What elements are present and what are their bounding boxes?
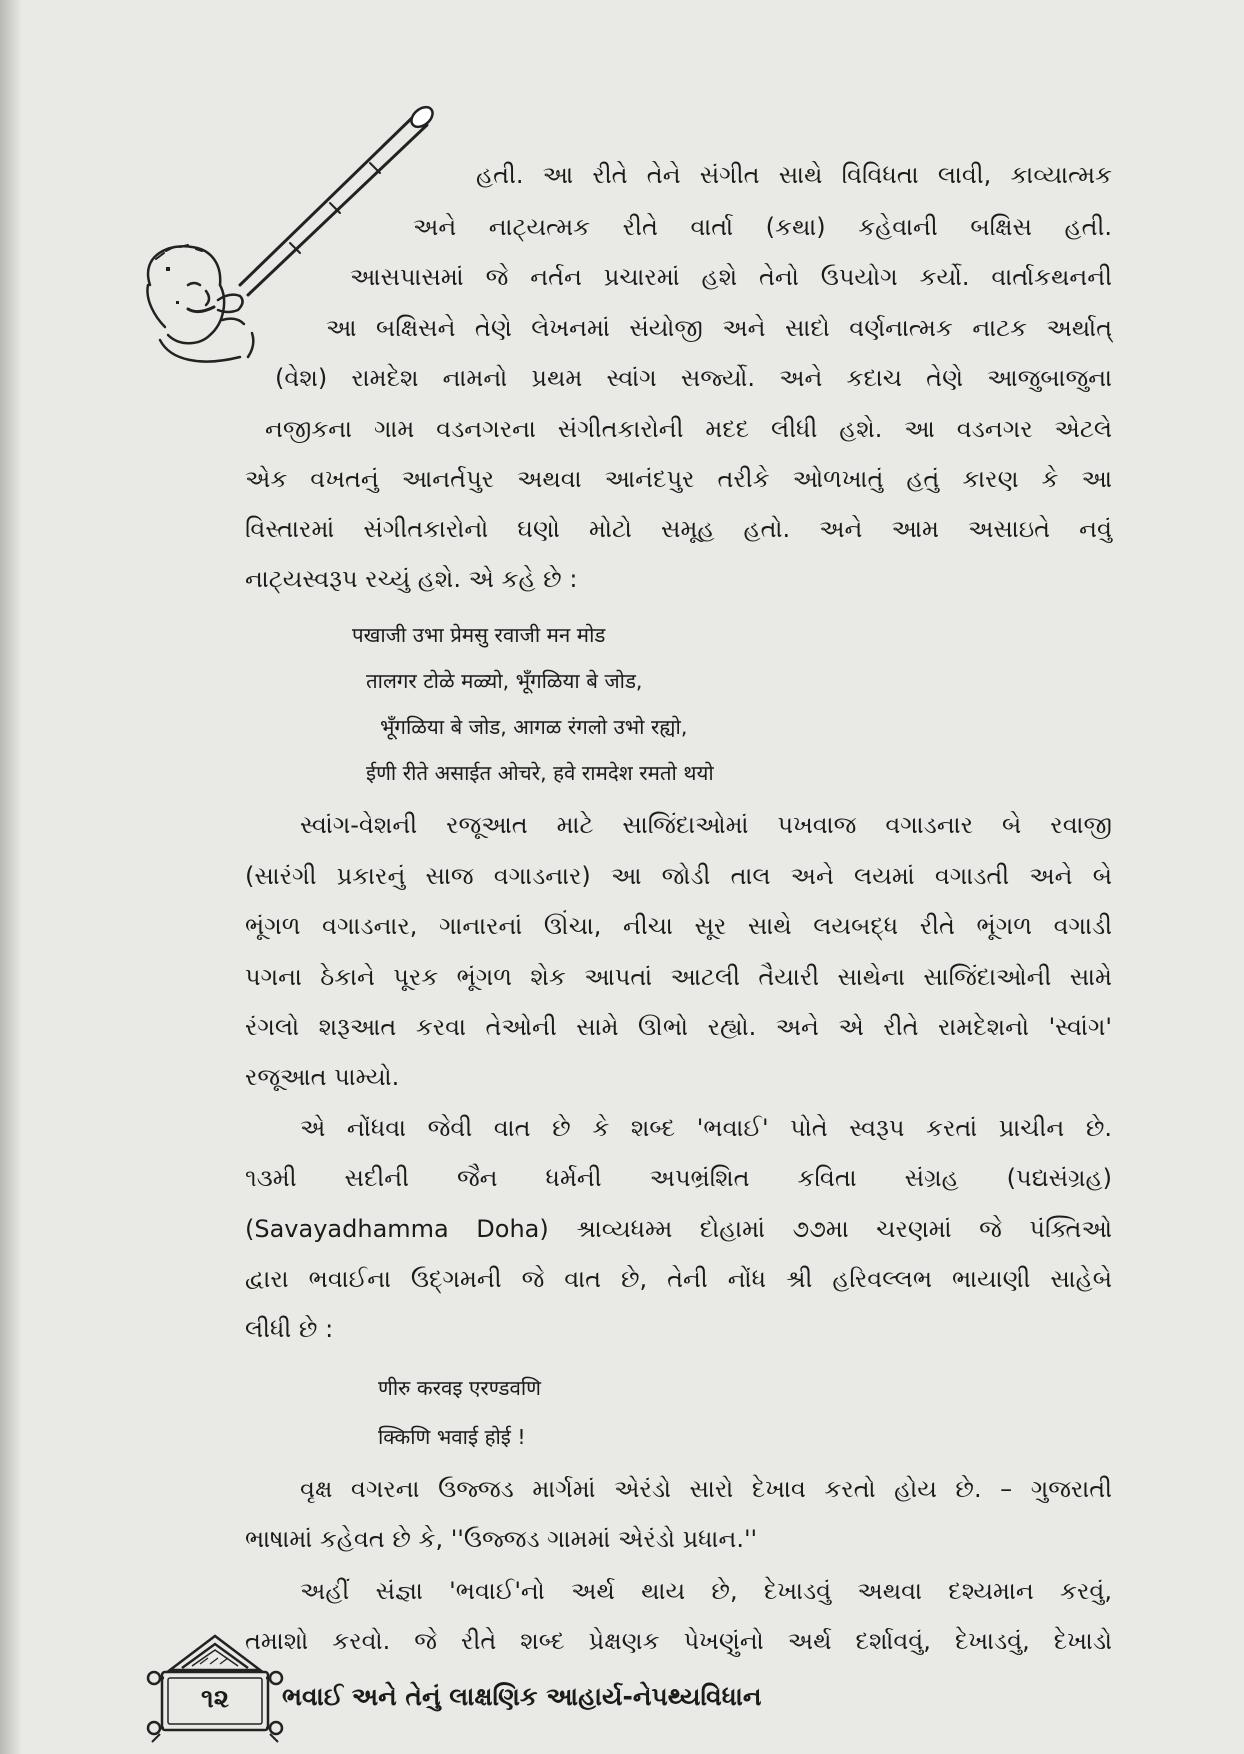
body-line: નાટ્યસ્વરૂપ રચ્યું હશે. એ કહે છે : — [245, 565, 578, 593]
page-number: ૧૨ — [200, 1684, 229, 1714]
body-line: વિસ્તારમાં સંગીતકારોનો ઘણો મોટો સમૂહ હતો. અને આમ અસાઇતે નવું — [245, 515, 1112, 543]
body-line: એક વખતનું આનર્તપુર અથવા આનંદપુર તરીકે ઓળખાતું હતું કારણ કે આ — [245, 465, 1112, 493]
book-title: ભવાઈ અને તેનું લાક્ષણિક આહાર્ય-નેપથ્યવિધાન — [282, 1682, 762, 1711]
body-line: (સારંગી પ્રકારનું સાજ વગાડનાર) આ જોડી તાલ અને લયમાં વગાડતી અને બે — [245, 862, 1112, 890]
verse-line: ईणी रीते असाईत ओचरे, हवे रामदेश रमतो थयो — [366, 761, 714, 785]
body-line: એ નોંધવા જેવી વાત છે કે શબ્દ 'ભવાઈ' પોતે સ્વરૂપ કરતાં પ્રાચીન છે. — [300, 1114, 1112, 1142]
verse-line: भूँगळिया बे जोड, आगळ रंगलो उभो रह्यो, — [380, 715, 688, 739]
body-line: લીધી છે : — [245, 1315, 334, 1343]
body-line: રંગલો શરૂઆત કરવા તેઓની સામે ઊભો રહ્યો. અને એ રીતે રામદેશનો 'સ્વાંગ' — [245, 1013, 1112, 1041]
body-line: (વેશ) રામદેશ નામનો પ્રથમ સ્વાંગ સર્જ્યો. અને કદાચ તેણે આજુબાજુના — [275, 364, 1112, 392]
body-line: પગના ઠેકાને પૂરક ભૂંગળ શેક આપતાં આટલી તૈયારી સાથેના સાજિંદાઓની સામે — [245, 963, 1112, 991]
body-line: સ્વાંગ-વેશની રજૂઆત માટે સાજિંદાઓમાં પખવાજ વગાડનાર બે રવાજી — [300, 811, 1112, 839]
body-line: આસપાસમાં જે નર્તન પ્રચારમાં હશે તેનો ઉપયોગ કર્યો. વાર્તાકથનની — [350, 263, 1112, 291]
body-line: હતી. આ રીતે તેને સંગીત સાથે વિવિધતા લાવી, કાવ્યાત્મક — [476, 161, 1112, 189]
man-blowing-bhungal-horn-icon — [130, 95, 450, 405]
body-line: દ્વારા ભવાઈના ઉદ્ગમની જે વાત છે, તેની નોંધ શ્રી હરિવલ્લભ ભાયાણી સાહેબે — [245, 1265, 1112, 1293]
page-edge-shadow — [0, 0, 22, 1754]
body-line: રજૂઆત પામ્યો. — [245, 1063, 400, 1091]
body-line: ભાષામાં કહેવત છે કે, ''ઉજ્જડ ગામમાં એરંડો પ્રધાન.'' — [245, 1525, 758, 1553]
body-line: (Savayadhamma Doha) શ્રાવ્યધમ્મ દોહામાં ૭૭મા ચરણમાં જે પંક્તિઓ — [245, 1215, 1112, 1243]
body-line: અને નાટ્યત્મક રીતે વાર્તા (કથા) કહેવાની બક્ષિસ હતી. — [413, 213, 1112, 241]
body-line: નજીકના ગામ વડનગરના સંગીતકારોની મદદ લીધી હશે. આ વડનગર એટલે — [265, 415, 1112, 443]
body-line: અહીં સંજ્ઞા 'ભવાઈ'નો અર્થ થાય છે, દેખાડવું અથવા દશ્યમાન કરવું, — [300, 1577, 1112, 1605]
body-line: તમાશો કરવો. જે રીતે શબ્દ પ્રેક્ષણક પેખણુંનો અર્થ દર્શાવવું, દેખાડવું, દેખાડો — [245, 1627, 1112, 1655]
body-line: વૃક્ષ વગરના ઉજ્જડ માર્ગમાં એરંડો સારો દેખાવ કરતો હોય છે. – ગુજરાતી — [300, 1475, 1112, 1503]
verse-line: णीरु करवइ एरण्डवणि — [378, 1376, 541, 1400]
verse-line: पखाजी उभा प्रेमसु रवाजी मन मोड — [352, 623, 606, 647]
body-line: ભૂંગળ વગાડનાર, ગાનારનાં ઊંચા, નીચા સૂર સાથે લયબદ્ધ રીતે ભૂંગળ વગાડી — [245, 912, 1112, 940]
body-line: ૧૩મી સદીની જૈન ધર્મની અપભ્રંશિત કવિતા સંગ્રહ (પદ્યસંગ્રહ) — [245, 1164, 1112, 1192]
verse-line: क्किणि भवाई होई ! — [378, 1425, 526, 1449]
body-line: આ બક્ષિસને તેણે લેખનમાં સંયોજી અને સાદો વર્ણનાત્મક નાટક અર્થાત્ — [326, 314, 1112, 342]
verse-line: तालगर टोळे मळ्यो, भूँगळिया बे जोड, — [366, 669, 643, 693]
